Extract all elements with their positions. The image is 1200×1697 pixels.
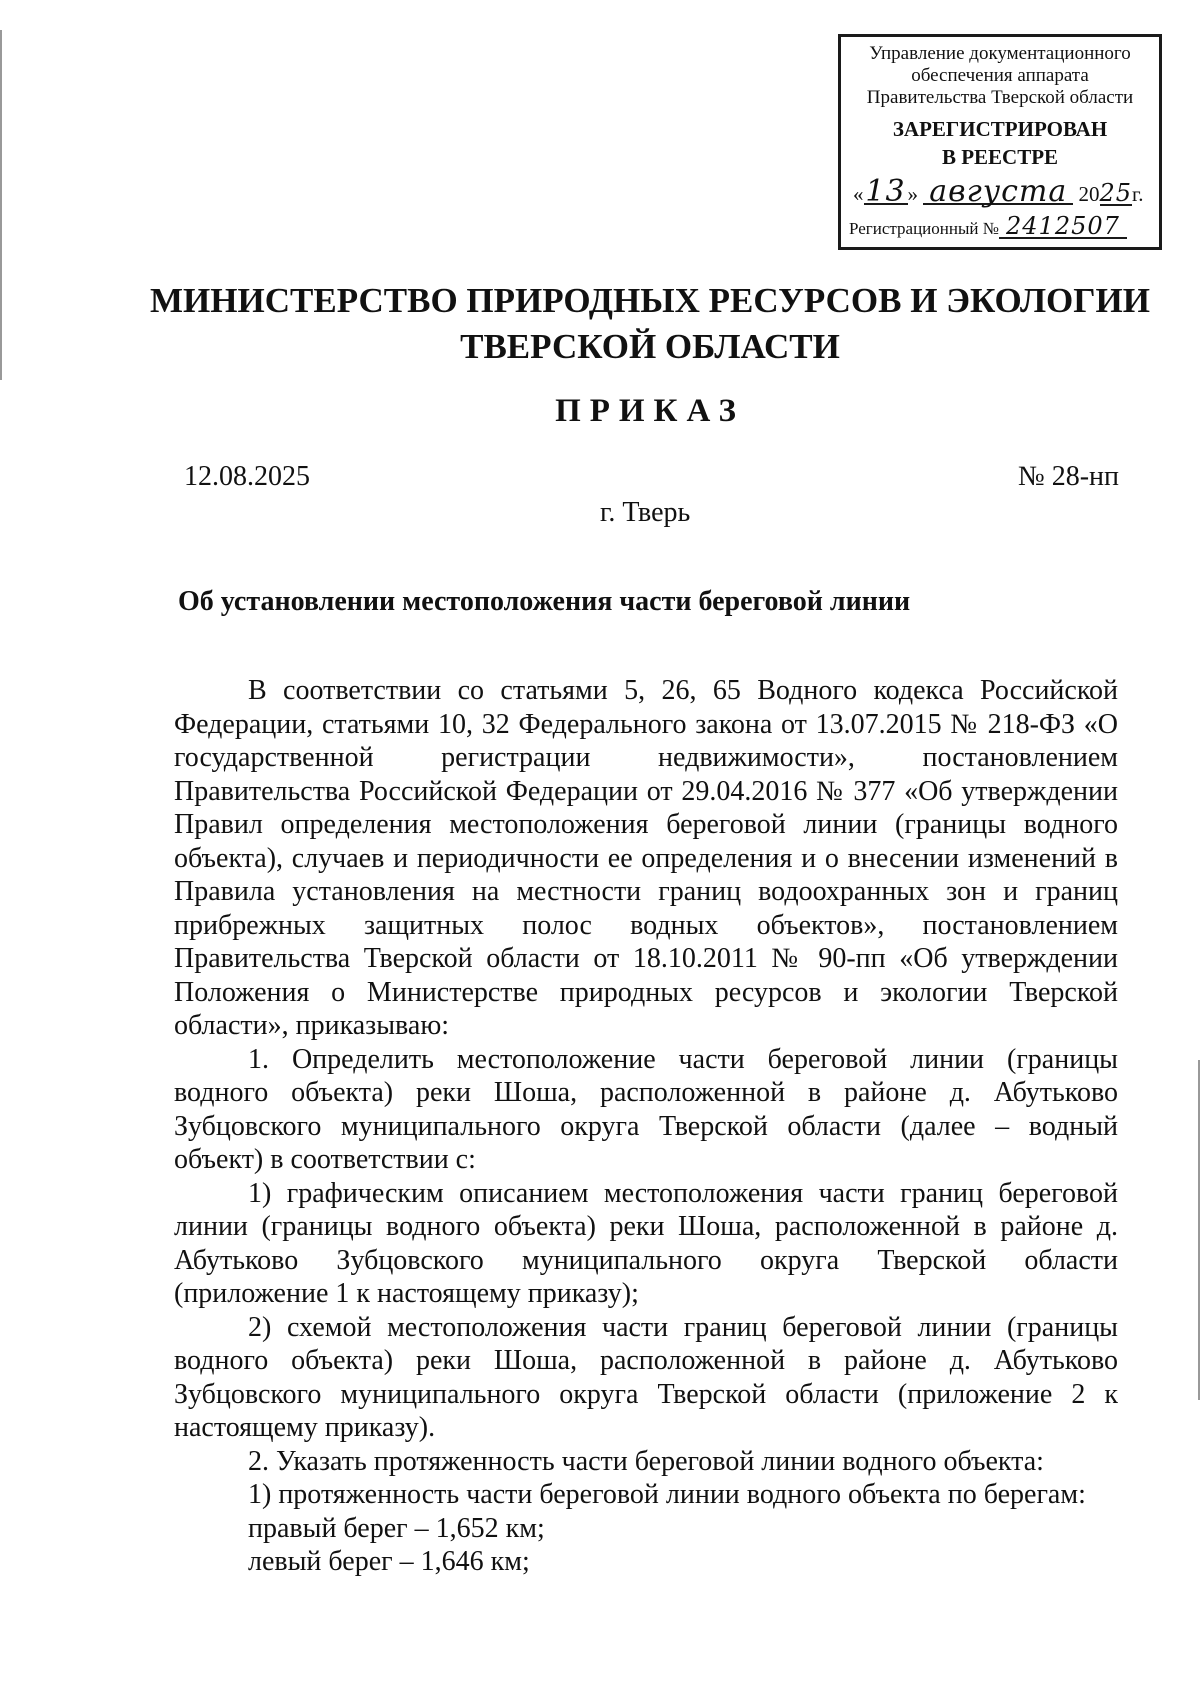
stamp-status-line: ЗАРЕГИСТРИРОВАН — [892, 117, 1108, 141]
body-paragraph: В соответствии со статьями 5, 26, 65 Водного кодекса Российской Федерации, статьями 10, 32 Федерального закона от 13.07.2015 № 218-ФЗ «О государственной регистрации недвижимости», постановлением Правительства Российской Федерации от 29.04.2016 № 377 «Об утверждении Правил определения местоположения береговой линии (границы водного объекта), случаев и периодичности ее определения и о внесении изменений в Правила установления на местности границ водоохранных зон и границ прибрежных защитных полос водных объектов», постановлением Правительства Тверской области от 18.10.2011 № 90-пп «Об утверждении Положения о Министерстве природных ресурсов и экологии Тверской области», приказываю: — [174, 675, 1118, 1041]
registration-stamp — [838, 34, 1162, 250]
document-date: 12.08.2025 — [184, 461, 310, 492]
stamp-org-line: Правительства Тверской области — [866, 87, 1134, 108]
document-type: ПРИКАЗ — [555, 393, 745, 429]
ministry-title-line: ТВЕРСКОЙ ОБЛАСТИ — [460, 327, 840, 366]
stamp-org-line: обеспечения аппарата — [911, 65, 1089, 86]
stamp-month: августа — [923, 181, 1073, 205]
stamp-day: 13 — [865, 174, 906, 209]
ministry-title-line: МИНИСТЕРСТВО ПРИРОДНЫХ РЕСУРСОВ И ЭКОЛОГИИ — [150, 281, 1150, 320]
document-subject: Об установлении местоположения части береговой линии — [178, 586, 911, 617]
document-city: г. Тверь — [600, 497, 691, 528]
document-number: № 28-нп — [1017, 461, 1119, 492]
stamp-date: «13» августа 2025г. — [853, 174, 1144, 209]
ministry-title — [0, 278, 1200, 370]
body-paragraph: 1. Определить местоположение части береговой линии (границы водного объекта) реки Шоша, расположенной в районе д. Абутьково Зубцовского муниципального округа Тверской области (далее – водный объект) в соответствии с: — [174, 1043, 1118, 1175]
body-paragraph: 2. Указать протяженность части береговой линии водного объекта: — [248, 1445, 1044, 1477]
stamp-reg-number: 2412507 — [999, 215, 1127, 239]
stamp-year-prefix: 20 — [1078, 182, 1100, 206]
body-paragraph: 1) протяженность части береговой линии водного объекта по берегам: — [248, 1479, 1086, 1510]
stamp-reg-number-line — [849, 212, 1157, 245]
stamp-year-suffix: 25 — [1099, 179, 1133, 207]
stamp-reg-label: Регистрационный № — [849, 219, 999, 238]
document-body — [174, 674, 1118, 1579]
stamp-status-line: В РЕЕСТРЕ — [941, 145, 1059, 169]
body-paragraph: 1) графическим описанием местоположения части границ береговой линии (границы водного объекта) реки Шоша, расположенной в районе д. Абутьково Зубцовского муниципального округа Тверской области (приложение 1 к настоящему приказу); — [174, 1177, 1118, 1309]
body-paragraph: левый берег – 1,646 км; — [248, 1546, 530, 1577]
body-paragraph: 2) схемой местоположения части границ береговой линии (границы водного объекта) реки Шоша, расположенной в районе д. Абутьково Зубцовского муниципального округа Тверской области (приложение 2 к настоящему приказу). — [174, 1311, 1118, 1443]
body-paragraph: правый берег – 1,652 км; — [248, 1512, 545, 1544]
stamp-org-line: Управление документационного — [869, 43, 1131, 64]
stamp-year-unit: г. — [1132, 182, 1144, 206]
